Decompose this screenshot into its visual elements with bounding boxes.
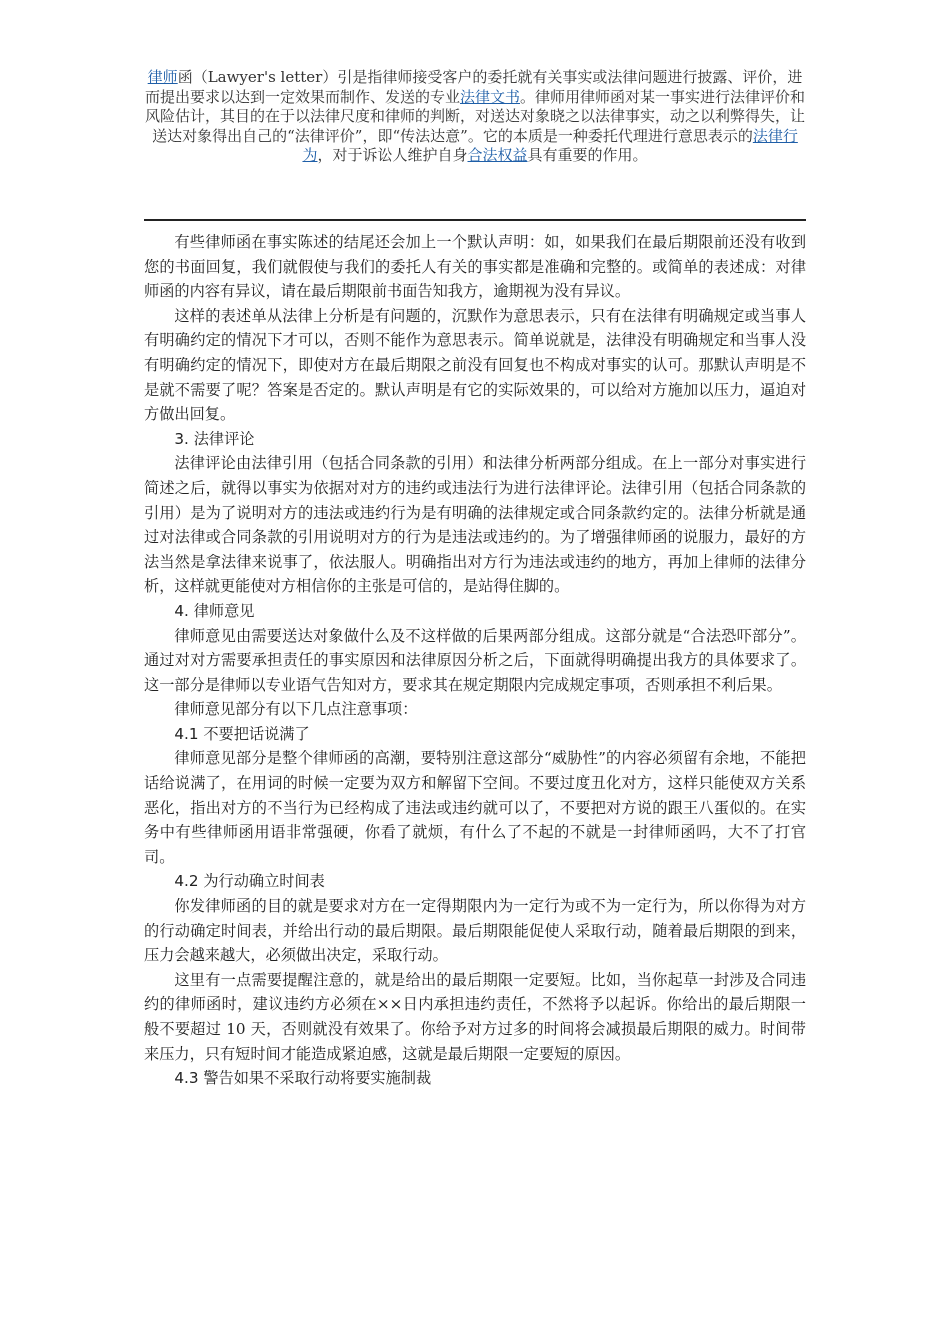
paragraph: 律师意见部分有以下几点注意事项：	[174, 700, 418, 719]
paragraph: 有些律师函在事实陈述的结尾还会加上一个默认声明：如，如果我们在最后期限前还没有收到您的书面回复，我们就假使与我们的委托人有关的事实都是准确和完整的。或简单的表述成：对律师函的内容有异议，请在最后期限前书面告知我方，逾期视为没有异议。	[144, 233, 806, 301]
intro-text-3: ，对于诉讼人维护自身	[317, 146, 468, 164]
link-lawyer[interactable]: 律师	[147, 68, 178, 86]
link-legal-document[interactable]: 法律文书	[459, 87, 520, 106]
paragraph: 律师意见由需要送达对象做什么及不这样做的后果两部分组成。这部分就是“合法恐吓部分”。通过对对方需要承担责任的事实原因和法律原因分析之后，下面就得明确提出我方的具体要求了。这一部分是律师以专业语气告知对方，要求其在规定期限内完成规定事项，否则承担不利后果。	[144, 626, 806, 694]
paragraph: 这样的表述单从法律上分析是有问题的，沉默作为意思表示，只有在法律有明确规定或当事人有明确约定的情况下才可以，否则不能作为意思表示。简单说就是，法律没有明确规定和当事人没有明确约定的情况下，即使对方在最后期限之前没有回复也不构成对事实的认可。那默认声明是不是就不需要了呢？答案是否定的。默认声明是有它的实际效果的，可以给对方施加以压力，逼迫对方做出回复。	[144, 306, 806, 424]
link-legal-rights[interactable]: 合法权益	[467, 146, 528, 164]
paragraph: 律师意见部分是整个律师函的高潮，要特别注意这部分“威胁性”的内容必须留有余地，不能把话给说满了，在用词的时候一定要为双方和解留下空间。不要过度丑化对方，这样只能使双方关系恶化，指出对方的不当行为已经构成了违法或违约就可以了，不要把对方说的跟王八蛋似的。在实务中有些律师函用语非常强硬，你看了就烦，有什么了不起的不就是一封律师函吗，大不了打官司。	[144, 749, 806, 866]
horizontal-divider	[144, 219, 806, 221]
paragraph: 这里有一点需要提醒注意的，就是给出的最后期限一定要短。比如，当你起草一封涉及合同违约的律师函时，建议违约方必须在××日内承担违约责任，不然将予以起诉。你给出的最后期限一般不要超过 10 天，否则就没有效果了。你给予对方过多的时间将会减损最后期限的威力。时间带来压力，只有短时间才能造成紧迫感，这就是最后期限一定要短的原因。	[144, 970, 806, 1063]
intro-summary	[144, 68, 806, 166]
article-body	[144, 230, 806, 1091]
intro-text-1: 函（Lawyer's letter）引是指律师接受客户的委托就有关事实或法律问题进行披露、评价，进而提出要求以达到一定效果而制作、发送的专业	[144, 68, 803, 106]
link-legal-act[interactable]: 法律行为	[302, 126, 798, 164]
section-heading-3: 3. 法律评论	[174, 429, 255, 448]
intro-text-4: 具有重要的作用。	[527, 146, 648, 164]
section-heading-4-1: 4.1 不要把话说满了	[174, 724, 310, 743]
section-heading-4: 4. 律师意见	[174, 601, 255, 620]
paragraph: 法律评论由法律引用（包括合同条款的引用）和法律分析两部分组成。在上一部分对事实进行简述之后，就得以事实为依据对对方的违约或违法行为进行法律评论。法律引用（包括合同条款的引用）是为了说明对方的违法或违约行为是有明确的法律规定或合同条款约定的。法律分析就是通过对法律或合同条款的引用说明对方的行为是违法或违约的。为了增强律师函的说服力，最好的方法当然是拿法律来说事了，依法服人。明确指出对方行为违法或违约的地方，再加上律师的法律分析，这样就更能使对方相信你的主张是可信的，是站得住脚的。	[144, 454, 806, 596]
paragraph: 你发律师函的目的就是要求对方在一定得期限内为一定行为或不为一定行为，所以你得为对方的行动确定时间表，并给出行动的最后期限。最后期限能促使人采取行动，随着最后期限的到来，压力会越来越大，必须做出决定，采取行动。	[144, 897, 806, 965]
intro-text-2: 。律师用律师函对某一事实进行法律评价和风险估计，其目的在于以法律尺度和律师的判断，对送达对象晓之以法律事实，动之以利弊得失，让送达对象得出自己的“法律评价”，即“传法达意”。它的本质是一种委托代理进行意思表示的	[144, 87, 806, 145]
section-heading-4-2: 4.2 为行动确立时间表	[174, 872, 325, 891]
section-heading-4-3: 4.3 警告如果不采取行动将要实施制裁	[174, 1069, 432, 1088]
